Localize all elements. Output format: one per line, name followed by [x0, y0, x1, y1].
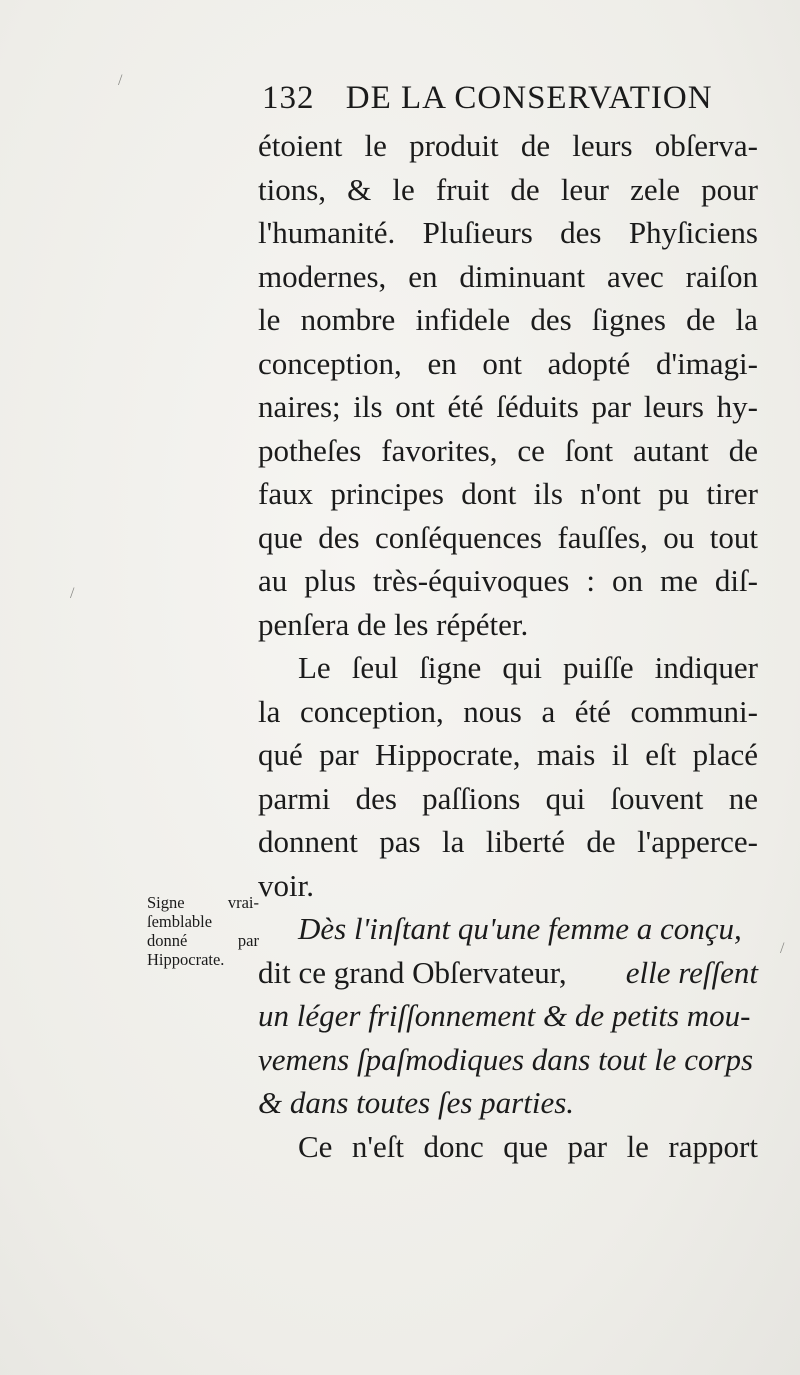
word: pour [701, 171, 758, 207]
word: ſigne [419, 650, 482, 685]
word: Phyſiciens [628, 215, 758, 250]
word: ils [353, 389, 383, 424]
word: qué [258, 737, 303, 772]
running-title: DE LA CONSERVATION [345, 80, 713, 116]
text-line [258, 559, 758, 603]
word: fauſſes, [557, 519, 648, 555]
word: le [626, 1128, 649, 1164]
word: pu [658, 476, 690, 511]
text-line [258, 820, 758, 864]
word: voir. [258, 867, 314, 903]
margin-note-line [147, 950, 259, 969]
text-line [258, 429, 758, 473]
word: adopté [547, 345, 631, 381]
word: fruit [435, 171, 490, 207]
word: autant [633, 432, 709, 468]
quote-line-3: un léger friſſonnement & de petits mou- [258, 998, 751, 1033]
paragraph-3 [258, 907, 758, 1125]
word: tirer [706, 476, 758, 511]
word: leurs [643, 389, 704, 424]
word: conſéquences [375, 519, 542, 555]
text-line [258, 211, 758, 255]
word: faux [258, 476, 314, 511]
word: le [392, 171, 415, 207]
word: ou [663, 519, 695, 555]
word: que [258, 519, 303, 555]
word: ils [533, 476, 563, 511]
word: donc [423, 1128, 484, 1164]
quote-line-1: Dès l'inſtant qu'une femme a conçu, [298, 911, 742, 946]
word: paſſions [422, 780, 521, 816]
word: n'ont [580, 476, 641, 511]
text-line [258, 298, 758, 342]
word: liberté [485, 824, 565, 859]
text-line [258, 603, 758, 647]
word: la [735, 302, 758, 337]
word: par [237, 931, 259, 950]
word: Signe [147, 893, 185, 912]
page-mark: / [780, 940, 785, 957]
word: de [586, 824, 616, 859]
quote-line-2: elle reſſent [625, 954, 758, 990]
word: Pluſieurs [422, 215, 533, 250]
text-line [258, 646, 758, 690]
word: par [591, 389, 632, 424]
word: Hippocrate. [147, 950, 225, 969]
word: : [586, 563, 595, 598]
word: n'eſt [351, 1128, 404, 1164]
word: qui [502, 650, 542, 685]
word: rapport [668, 1128, 758, 1164]
word: la [258, 693, 281, 729]
word: des [530, 302, 572, 337]
text-line [258, 864, 758, 908]
word: infidele [415, 302, 511, 337]
word: diminuant [459, 258, 586, 294]
word: par [567, 1128, 608, 1164]
word: tout [709, 519, 758, 555]
word: donné [147, 931, 188, 950]
word: Hippocrate, [375, 737, 521, 772]
word: modernes, [258, 258, 387, 294]
word: tions, [258, 171, 327, 207]
word: obſerva- [654, 128, 758, 163]
word: ne [728, 780, 758, 816]
word: Le [298, 650, 331, 685]
word: plus [304, 563, 356, 598]
text-line [258, 168, 758, 212]
word: potheſes [258, 432, 362, 468]
word: ſouvent [610, 780, 704, 816]
text-line [258, 777, 758, 821]
word: hy- [716, 389, 758, 424]
word: étoient [258, 128, 343, 163]
word: dont [461, 476, 517, 511]
text-line [258, 516, 758, 560]
word: de [520, 128, 551, 163]
quote-line-5: & dans toutes ſes parties. [258, 1085, 575, 1120]
word: le [258, 302, 281, 337]
word: zele [630, 171, 681, 207]
text-line [258, 472, 758, 516]
word: penſera de les répéter. [258, 606, 529, 642]
word: raiſon [685, 258, 758, 294]
word: de [510, 171, 540, 207]
word: on [611, 563, 643, 598]
word: me [660, 563, 698, 598]
margin-note-line [147, 893, 259, 912]
word: été [574, 693, 611, 729]
word: l'humanité. [258, 215, 396, 250]
text-line [258, 342, 758, 386]
word: ont [395, 389, 435, 424]
word: donnent [258, 824, 358, 859]
word: produit [409, 128, 499, 163]
word: très-équivoques [373, 563, 570, 598]
word: & [347, 171, 372, 207]
page-mark: / [70, 585, 75, 602]
margin-note-line [147, 931, 259, 950]
word: ont [482, 345, 522, 381]
word: favorites, [381, 432, 498, 468]
word: de [728, 432, 758, 468]
word: conception, [299, 693, 444, 729]
word: ſignes [591, 302, 666, 337]
word: principes [330, 476, 444, 511]
word: leurs [572, 128, 633, 163]
text-line [258, 124, 758, 168]
margin-note-line [147, 912, 259, 931]
word: des [560, 215, 602, 250]
word: en [427, 345, 457, 381]
text-line [258, 733, 758, 777]
paragraph-4 [258, 1125, 758, 1169]
word: avec [606, 258, 664, 294]
text-line [258, 951, 758, 995]
word: vrai- [227, 893, 259, 912]
word: pas [379, 824, 421, 859]
body-text [258, 124, 758, 1168]
word: nombre [300, 302, 396, 337]
quote-line-4: vemens ſpaſmodiques dans tout le corps [258, 1041, 754, 1077]
word: eſt [645, 737, 677, 772]
word: des [318, 519, 360, 555]
word: Ce [298, 1128, 333, 1164]
word: naires; [258, 389, 341, 424]
word: au [258, 563, 288, 598]
word: ſeul [351, 650, 399, 685]
word: l'apperce- [637, 824, 758, 859]
running-header [262, 80, 742, 124]
word: la [442, 824, 465, 859]
word: ſéduits [496, 389, 579, 424]
word: placé [692, 737, 758, 772]
quote-attribution: dit ce grand Obſervateur, [258, 954, 567, 990]
text-line [258, 994, 758, 1038]
text-line [258, 385, 758, 429]
word: puiſſe [563, 650, 634, 685]
word: leur [560, 171, 610, 207]
text-line [258, 1038, 758, 1082]
text-line [258, 690, 758, 734]
word: que [503, 1128, 548, 1164]
word: été [447, 389, 484, 424]
text-line [258, 1125, 758, 1169]
word: conception, [258, 345, 402, 381]
word: indiquer [654, 650, 758, 685]
word: en [408, 258, 438, 294]
word: ce [517, 432, 545, 468]
text-line [258, 255, 758, 299]
page-number: 132 [262, 80, 315, 116]
word: de [686, 302, 716, 337]
word: qui [545, 780, 586, 816]
word: ſemblable [147, 912, 213, 931]
paragraph-1 [258, 124, 758, 646]
page-mark: / [118, 72, 123, 89]
text-line [258, 907, 758, 951]
word: le [364, 128, 387, 163]
word: des [355, 780, 397, 816]
word: il [611, 737, 629, 772]
word: nous [463, 693, 522, 729]
word: parmi [258, 780, 331, 816]
word: d'imagi- [655, 345, 758, 381]
text-line [258, 1081, 758, 1125]
margin-note [147, 893, 259, 969]
paragraph-2 [258, 646, 758, 907]
word: communi- [630, 693, 758, 729]
word: ſont [564, 432, 614, 468]
word: mais [536, 737, 596, 772]
word: diſ- [714, 563, 758, 598]
word: a [541, 693, 556, 729]
word: par [319, 737, 359, 772]
